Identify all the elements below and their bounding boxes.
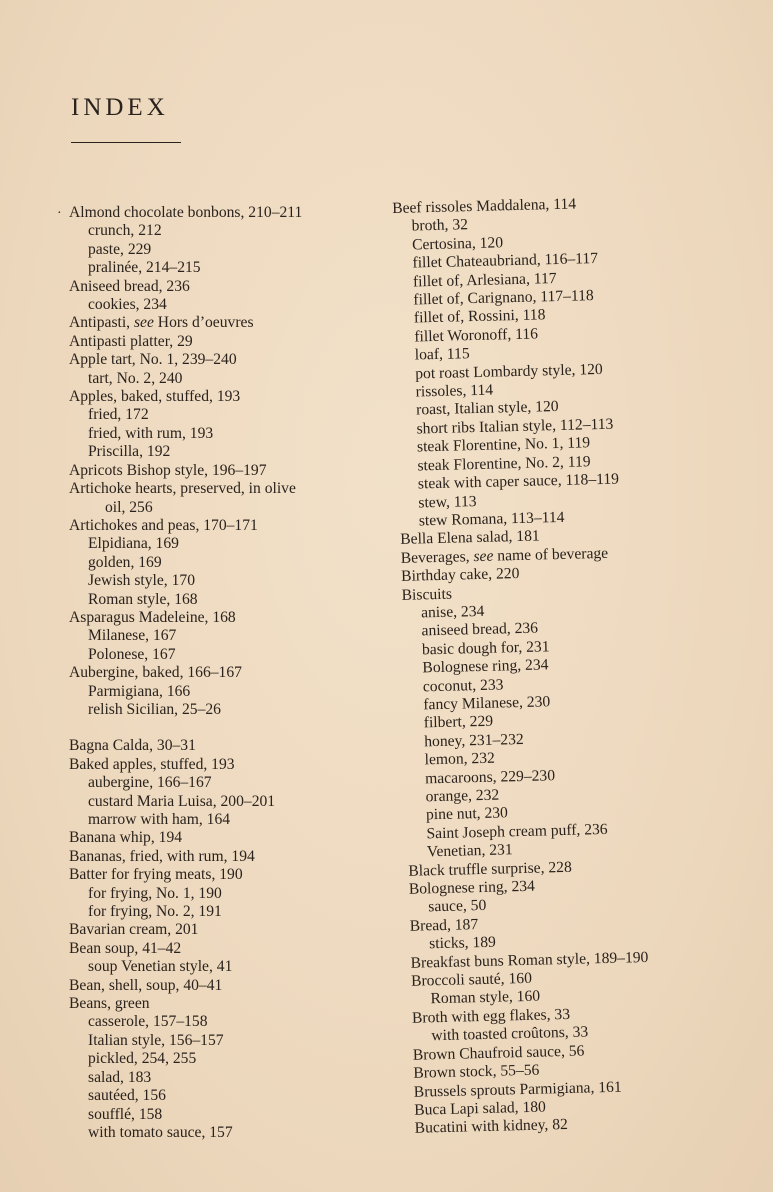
index-entry: Artichokes and peas, 170–171 [69, 516, 258, 534]
index-entry: Almond chocolate bonbons, 210–211 [69, 204, 303, 221]
index-subentry: casserole, 157–158 [88, 1013, 208, 1031]
index-subentry: oil, 256 [105, 498, 153, 516]
index-subentry: pot roast Lombardy style, 120 [415, 360, 603, 383]
index-subentry: for frying, No. 1, 190 [88, 884, 222, 902]
index-subentry: cookies, 234 [88, 296, 167, 314]
index-entry: Buca Lapi salad, 180 [414, 1098, 547, 1119]
index-subentry: Bolognese ring, 234 [422, 656, 549, 677]
index-subentry: broth, 32 [411, 216, 469, 235]
index-entry: Bread, 187 [409, 915, 479, 935]
index-column-left [69, 204, 389, 1142]
index-subentry: salad, 183 [88, 1068, 152, 1086]
index-subentry: paste, 229 [88, 240, 152, 258]
index-subentry: crunch, 212 [88, 222, 162, 240]
index-entry: Apple tart, No. 1, 239–240 [69, 351, 237, 369]
index-subentry: tart, No. 2, 240 [88, 369, 183, 387]
index-entry: Bean soup, 41–42 [69, 939, 182, 957]
index-subentry: Venetian, 231 [426, 841, 513, 861]
index-subentry: fillet of, Rossini, 118 [413, 306, 546, 327]
index-subentry: rissoles, 114 [415, 381, 494, 401]
see-reference-word: see [473, 547, 494, 565]
index-subentry: Parmigiana, 166 [88, 682, 191, 700]
index-entry: Broth with egg flakes, 33 [411, 1005, 571, 1027]
index-entry: Broccoli sauté, 160 [410, 969, 533, 990]
index-subentry: sauce, 50 [428, 897, 487, 916]
index-subentry: steak with caper sauce, 118–119 [417, 470, 620, 493]
index-subentry: coconut, 233 [422, 675, 504, 695]
index-entry: Bella Elena salad, 181 [400, 527, 540, 549]
see-reference-word: see [133, 314, 154, 332]
index-entry: Brussels sprouts Parmigiana, 161 [413, 1078, 622, 1101]
index-subentry: relish Sicilian, 25–26 [88, 700, 221, 718]
index-entry: Biscuits [401, 585, 453, 604]
index-subentry: with tomato sauce, 157 [88, 1123, 233, 1141]
index-subentry: Polonese, 167 [88, 645, 176, 663]
index-entry: Antipasti platter, 29 [69, 332, 193, 350]
index-entry: Banana whip, 194 [69, 829, 183, 847]
margin-dot: · [57, 206, 62, 221]
index-subentry: Milanese, 167 [88, 627, 177, 645]
index-subentry: custard Maria Luisa, 200–201 [88, 792, 276, 810]
index-subentry: aubergine, 166–167 [88, 774, 212, 792]
index-entry: Bavarian cream, 201 [69, 921, 199, 939]
index-subentry: Italian style, 156–157 [88, 1031, 224, 1049]
index-entry: Bean, shell, soup, 40–41 [69, 976, 223, 994]
index-subentry: Priscilla, 192 [88, 443, 171, 461]
index-entry: Baked apples, stuffed, 193 [69, 755, 235, 773]
index-entry: Beverages, see name of beverage [400, 544, 609, 567]
index-subentry: stew, 113 [418, 492, 477, 511]
index-subentry: sautéed, 156 [88, 1087, 166, 1105]
index-entry: Brown Chaufroid sauce, 56 [412, 1042, 585, 1064]
index-subentry: pine nut, 230 [425, 804, 509, 824]
index-entry: Bolognese ring, 234 [408, 877, 536, 898]
index-entry: Aniseed bread, 236 [69, 277, 190, 295]
index-entry: Black truffle surprise, 228 [408, 858, 572, 880]
index-subentry: loaf, 115 [414, 345, 470, 364]
index-entry: Birthday cake, 220 [400, 565, 520, 586]
index-entry: Artichoke hearts, preserved, in olive [69, 480, 296, 498]
index-subentry: marrow with ham, 164 [88, 811, 231, 828]
index-subentry: pickled, 254, 255 [88, 1050, 197, 1068]
index-subentry: for frying, No. 2, 191 [88, 903, 222, 921]
index-subentry: Roman style, 160 [430, 988, 541, 1008]
index-subentry: Roman style, 168 [88, 590, 198, 608]
index-column-right [392, 191, 773, 1139]
index-subentry: fillet of, Carignano, 117–118 [413, 287, 594, 309]
index-subentry: soup Venetian style, 41 [88, 958, 233, 976]
index-subentry: aniseed bread, 236 [421, 619, 539, 640]
index-subentry: filbert, 229 [423, 713, 494, 732]
index-entry: Apricots Bishop style, 196–197 [69, 461, 267, 479]
index-subentry: macaroons, 229–230 [424, 766, 556, 787]
index-entry: Beans, green [69, 995, 150, 1013]
index-subentry: stew Romana, 113–114 [418, 508, 565, 530]
title-rule [71, 142, 181, 143]
page-title: INDEX [71, 94, 169, 121]
index-subentry: basic dough for, 231 [421, 638, 550, 659]
index-entry: Bananas, fried, with rum, 194 [69, 847, 255, 865]
index-entry: Asparagus Madeleine, 168 [69, 608, 236, 626]
index-subentry: fried, with rum, 193 [88, 424, 214, 442]
index-subentry: fillet Chateaubriand, 116–117 [412, 250, 599, 272]
index-entry: Bucatini with kidney, 82 [414, 1116, 569, 1138]
index-entry: Beef rissoles Maddalena, 114 [392, 195, 577, 217]
index-subentry: fancy Milanese, 230 [423, 693, 551, 714]
index-subentry: fillet of, Arlesiana, 117 [412, 269, 557, 291]
index-entry: Brown stock, 55–56 [413, 1061, 540, 1082]
index-entry: Apples, baked, stuffed, 193 [69, 388, 241, 406]
index-subentry: short ribs Italian style, 112–113 [416, 415, 614, 438]
index-entry: Aubergine, baked, 166–167 [69, 664, 242, 682]
index-entry: Breakfast buns Roman style, 189–190 [410, 948, 649, 972]
index-subentry: with toasted croûtons, 33 [431, 1023, 589, 1045]
index-entry: Bagna Calda, 30–31 [69, 737, 196, 755]
index-subentry: fried, 172 [88, 406, 149, 424]
index-subentry: honey, 231–232 [424, 730, 524, 751]
index-subentry: Elpidiana, 169 [88, 535, 179, 553]
index-subentry: golden, 169 [88, 553, 162, 571]
index-subentry: Saint Joseph cream puff, 236 [426, 820, 608, 843]
index-subentry: orange, 232 [425, 786, 500, 806]
index-subentry: fillet Woronoff, 116 [414, 325, 539, 346]
index-subentry: Jewish style, 170 [88, 572, 195, 590]
index-section-gap [69, 719, 389, 737]
index-subentry: roast, Italian style, 120 [415, 398, 559, 419]
index-subentry: steak Florentine, No. 1, 119 [416, 434, 591, 456]
index-subentry: sticks, 189 [428, 933, 497, 953]
index-subentry: lemon, 232 [424, 749, 496, 769]
index-entry: Batter for frying meats, 190 [69, 866, 243, 884]
index-subentry: Certosina, 120 [411, 234, 504, 254]
index-subentry: anise, 234 [420, 602, 485, 622]
index-subentry: steak Florentine, No. 2, 119 [417, 452, 591, 475]
index-subentry: pralinée, 214–215 [88, 259, 201, 277]
index-entry: Antipasti, see Hors d’oeuvres [69, 314, 254, 332]
index-subentry: soufflé, 158 [88, 1105, 163, 1123]
